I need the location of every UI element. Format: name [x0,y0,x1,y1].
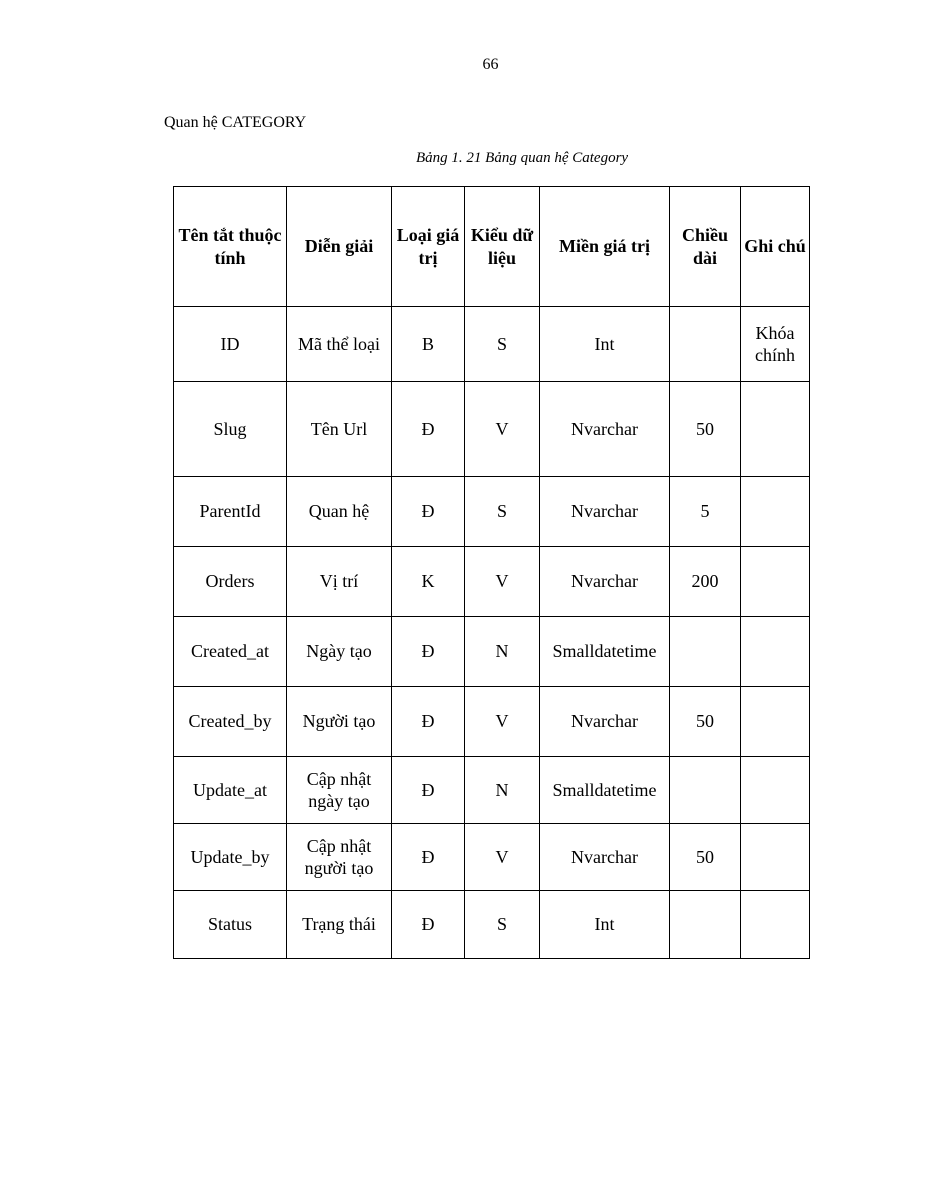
cell-data-type: S [465,891,540,959]
category-relation-table [173,186,810,959]
header-description: Diễn giải [287,187,392,307]
cell-data-type: N [465,617,540,687]
cell-value-type: Đ [392,687,465,757]
cell-note [741,617,810,687]
cell-description: Người tạo [287,687,392,757]
cell-attribute-name: Orders [174,547,287,617]
cell-value-domain: Int [540,891,670,959]
cell-value-type: Đ [392,617,465,687]
cell-value-domain: Smalldatetime [540,757,670,824]
table-row [174,757,810,824]
cell-note [741,891,810,959]
cell-length: 50 [670,824,741,891]
cell-value-domain: Nvarchar [540,547,670,617]
cell-attribute-name: Created_at [174,617,287,687]
cell-value-type: Đ [392,477,465,547]
cell-attribute-name: Update_by [174,824,287,891]
cell-value-type: K [392,547,465,617]
table-row [174,477,810,547]
table-caption: Bảng 1. 21 Bảng quan hệ Category [416,150,629,166]
cell-note [741,687,810,757]
cell-note [741,547,810,617]
cell-value-type: Đ [392,824,465,891]
cell-note [741,824,810,891]
cell-length: 50 [670,687,741,757]
table-row [174,824,810,891]
header-note: Ghi chú [741,187,810,307]
section-title: Quan hệ CATEGORY [164,114,307,131]
cell-note [741,757,810,824]
cell-description: Vị trí [287,547,392,617]
cell-data-type: V [465,687,540,757]
table-row [174,307,810,382]
cell-length [670,307,741,382]
table-row [174,547,810,617]
cell-value-type: Đ [392,382,465,477]
cell-note [741,477,810,547]
cell-description: Quan hệ [287,477,392,547]
cell-data-type: S [465,307,540,382]
table-row [174,891,810,959]
cell-data-type: S [465,477,540,547]
cell-description: Cập nhật ngày tạo [287,757,392,824]
cell-note [741,382,810,477]
page-number: 66 [482,56,499,73]
cell-description: Mã thể loại [287,307,392,382]
cell-length [670,891,741,959]
cell-value-domain: Nvarchar [540,477,670,547]
header-length: Chiều dài [670,187,741,307]
table-row [174,687,810,757]
header-attribute-name: Tên tắt thuộc tính [174,187,287,307]
cell-attribute-name: Created_by [174,687,287,757]
cell-length [670,617,741,687]
table-header-row [174,187,810,307]
cell-attribute-name: ID [174,307,287,382]
cell-attribute-name: Slug [174,382,287,477]
cell-length [670,757,741,824]
table-row [174,382,810,477]
cell-value-domain: Smalldatetime [540,617,670,687]
cell-attribute-name: Update_at [174,757,287,824]
header-value-type: Loại giá trị [392,187,465,307]
cell-value-domain: Nvarchar [540,687,670,757]
table-row [174,617,810,687]
cell-data-type: V [465,547,540,617]
header-data-type: Kiểu dữ liệu [465,187,540,307]
cell-value-type: B [392,307,465,382]
cell-description: Ngày tạo [287,617,392,687]
cell-value-type: Đ [392,891,465,959]
cell-value-domain: Nvarchar [540,824,670,891]
header-value-domain: Miền giá trị [540,187,670,307]
cell-data-type: V [465,824,540,891]
cell-value-domain: Int [540,307,670,382]
cell-value-domain: Nvarchar [540,382,670,477]
cell-length: 200 [670,547,741,617]
cell-attribute-name: Status [174,891,287,959]
cell-value-type: Đ [392,757,465,824]
cell-data-type: V [465,382,540,477]
cell-attribute-name: ParentId [174,477,287,547]
cell-length: 50 [670,382,741,477]
cell-description: Tên Url [287,382,392,477]
cell-description: Cập nhật người tạo [287,824,392,891]
cell-description: Trạng thái [287,891,392,959]
cell-data-type: N [465,757,540,824]
cell-length: 5 [670,477,741,547]
cell-note: Khóa chính [741,307,810,382]
